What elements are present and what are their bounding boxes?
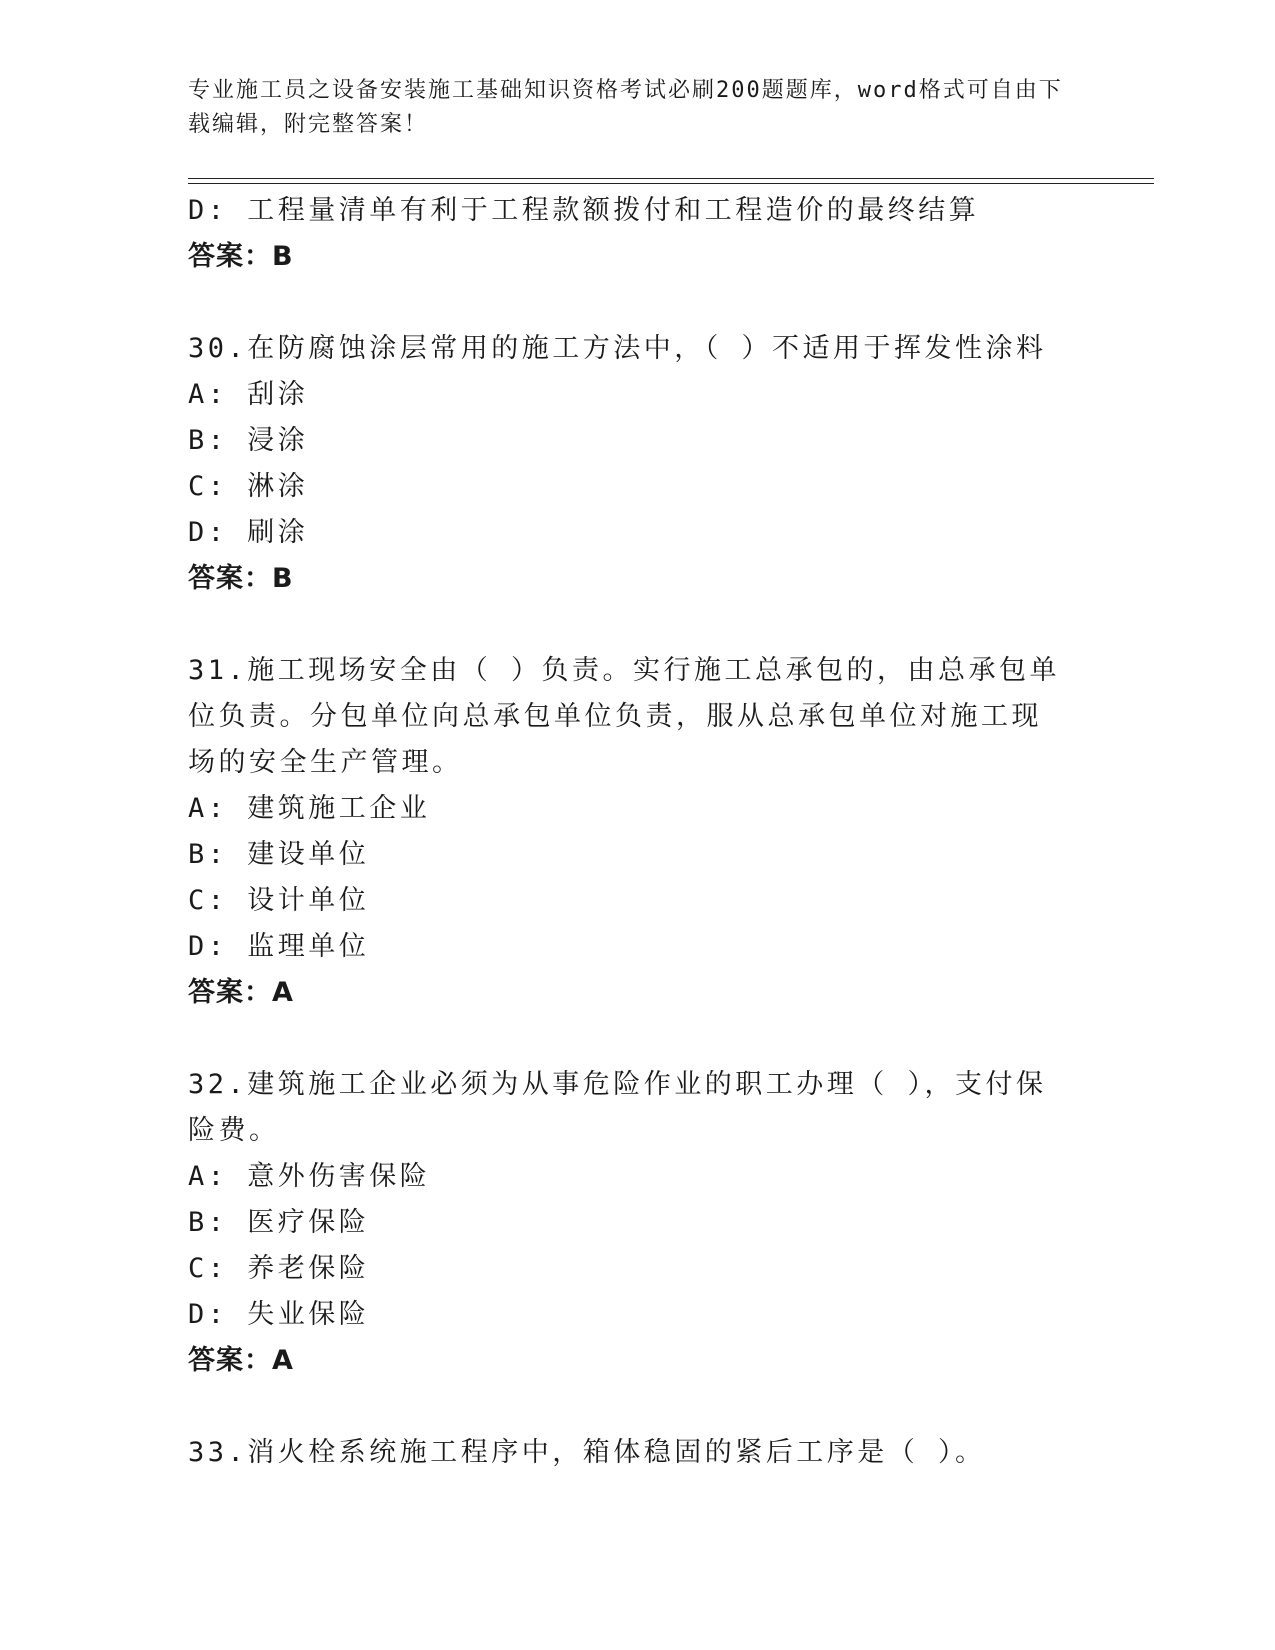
question-29-tail [188,188,1068,280]
answer-line: 答案：B [188,241,294,272]
option-b: B: 医疗保险 [188,1207,370,1238]
option-c: C: 淋涂 [188,471,309,502]
document-header: 专业施工员之设备安装施工基础知识资格考试必刷200题题库，word格式可自由下载编辑，附完整答案！ [188,78,1063,137]
header-divider-top [188,178,1154,179]
question-32 [188,1062,1068,1384]
option-d: D: 监理单位 [188,931,370,962]
answer-line: 答案：B [188,563,294,594]
question-stem: 33.消火栓系统施工程序中，箱体稳固的紧后工序是（ ）。 [188,1437,986,1468]
question-33 [188,1430,1068,1476]
question-stem: 30.在防腐蚀涂层常用的施工方法中，（ ）不适用于挥发性涂料 [188,333,1047,364]
option-b: B: 浸涂 [188,425,309,456]
answer-line: 答案：A [188,1345,294,1376]
option-a: A: 建筑施工企业 [188,793,431,824]
option-d: D: 工程量清单有利于工程款额拨付和工程造价的最终结算 [188,195,980,226]
header-divider-bottom [188,183,1154,184]
question-stem: 31.施工现场安全由（ ）负责。实行施工总承包的，由总承包单位负责。分包单位向总承包单位负责，服从总承包单位对施工现场的安全生产管理。 [188,655,1061,778]
question-31 [188,648,1068,1016]
option-d: D: 刷涂 [188,517,309,548]
option-a: A: 意外伤害保险 [188,1161,431,1192]
question-30 [188,326,1068,602]
option-b: B: 建设单位 [188,839,370,870]
option-d: D: 失业保险 [188,1299,370,1330]
question-list [188,188,1068,1476]
option-a: A: 刮涂 [188,379,309,410]
option-c: C: 设计单位 [188,885,370,916]
answer-line: 答案：A [188,977,294,1008]
question-stem: 32.建筑施工企业必须为从事危险作业的职工办理（ ），支付保险费。 [188,1069,1047,1146]
option-c: C: 养老保险 [188,1253,370,1284]
